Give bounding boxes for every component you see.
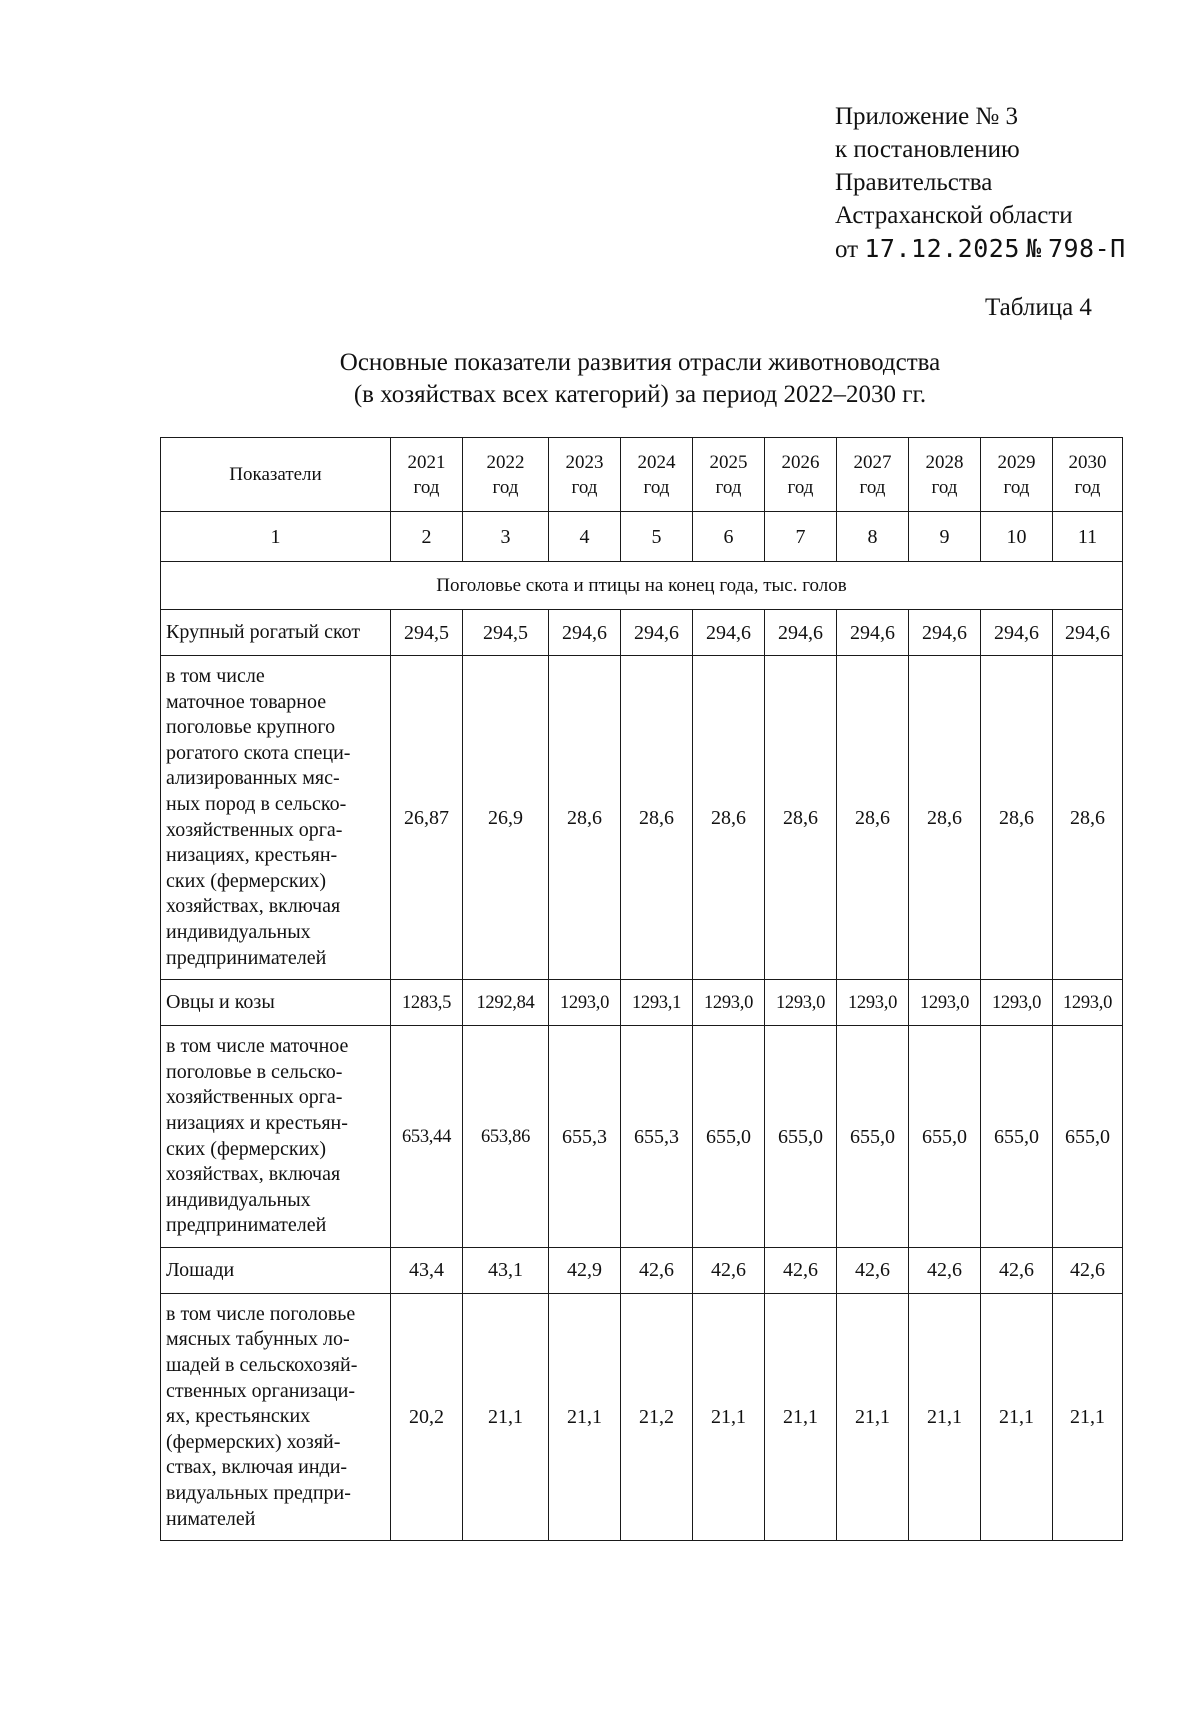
header-year: 2023 (565, 451, 604, 473)
row-value-cell: 21,1 (837, 1293, 909, 1540)
row-value-cell: 1293,0 (981, 980, 1053, 1026)
table-body (161, 438, 1123, 1541)
annex-date-line (835, 232, 1126, 266)
row-value-cell: 43,1 (463, 1247, 549, 1293)
header-year-cell (1053, 438, 1123, 512)
row-value-cell: 42,6 (693, 1247, 765, 1293)
row-value-cell: 28,6 (981, 656, 1053, 980)
document-title-line-2: (в хозяйствах всех категорий) за период 2022–2030 гг. (353, 381, 927, 408)
column-number-cell: 9 (909, 512, 981, 562)
row-value-cell: 21,2 (621, 1293, 693, 1540)
row-value-cell: 28,6 (765, 656, 837, 980)
row-value-cell: 294,6 (837, 610, 909, 656)
row-value-cell: 294,5 (391, 610, 463, 656)
row-label-line: ях, крестьянских (166, 1405, 311, 1428)
table-row (161, 980, 1123, 1026)
table-row (161, 1293, 1123, 1540)
table-row (161, 610, 1123, 656)
row-label-line: в том числе (166, 665, 265, 687)
row-label (161, 610, 391, 656)
row-value-cell: 1293,0 (837, 980, 909, 1026)
row-label-line: рогатого скота специ- (166, 741, 351, 764)
header-year-unit: год (931, 476, 958, 498)
header-year: 2021 (407, 451, 446, 473)
row-label-line: поголовье крупного (166, 716, 336, 739)
annex-date: 17.12.2025 (864, 234, 1020, 263)
row-value-cell: 42,6 (909, 1247, 981, 1293)
row-value-cell: 28,6 (549, 656, 621, 980)
row-value-cell: 21,1 (1053, 1293, 1123, 1540)
row-value-cell: 21,1 (909, 1293, 981, 1540)
row-label-line: хозяйственных орга- (166, 818, 343, 841)
row-value-cell: 294,5 (463, 610, 549, 656)
row-label-line: мясных табунных ло- (166, 1328, 350, 1351)
row-label (161, 980, 391, 1026)
row-value-cell: 655,0 (1053, 1026, 1123, 1248)
table-row (161, 1247, 1123, 1293)
row-value-cell: 294,6 (765, 610, 837, 656)
row-value-cell: 655,0 (909, 1026, 981, 1248)
column-number-row (161, 512, 1123, 562)
header-year-unit: год (1003, 476, 1030, 498)
row-value-cell: 294,6 (909, 610, 981, 656)
header-year: 2022 (486, 451, 525, 473)
row-label-line: хозяйствах, включая (166, 895, 341, 918)
header-year-unit: год (492, 476, 519, 498)
header-year-unit: год (643, 476, 670, 498)
header-year-cell (765, 438, 837, 512)
row-value-cell: 26,9 (463, 656, 549, 980)
row-value-cell: 1293,0 (693, 980, 765, 1026)
row-label-line: низациях и крестьян- (166, 1111, 348, 1134)
table-row (161, 1026, 1123, 1248)
row-value-cell: 21,1 (981, 1293, 1053, 1540)
row-label-line: ных пород в сельско- (166, 792, 347, 815)
row-value-cell: 655,0 (981, 1026, 1053, 1248)
row-label-line: (фермерских) хозяй- (166, 1430, 341, 1453)
section-row (161, 562, 1123, 610)
row-label-line: низациях, крестьян- (166, 844, 338, 867)
column-number-cell: 5 (621, 512, 693, 562)
row-value-cell: 20,2 (391, 1293, 463, 1540)
header-year-unit: год (715, 476, 742, 498)
header-year: 2030 (1068, 451, 1107, 473)
row-label-line: ственных организаци- (166, 1379, 355, 1402)
row-value-cell: 28,6 (621, 656, 693, 980)
column-number-cell: 4 (549, 512, 621, 562)
column-number-cell: 1 (161, 512, 391, 562)
row-value-cell: 42,6 (837, 1247, 909, 1293)
header-year-unit: год (859, 476, 886, 498)
row-value-cell: 42,6 (1053, 1247, 1123, 1293)
header-year: 2026 (781, 451, 820, 473)
header-year-unit: год (413, 476, 440, 498)
indicators-table (160, 437, 1123, 1541)
row-value-cell: 42,6 (765, 1247, 837, 1293)
row-label-line: ских (фермерских) (166, 869, 326, 892)
annex-block (835, 100, 1126, 266)
row-value-cell: 655,3 (549, 1026, 621, 1248)
row-value-cell: 1283,5 (391, 980, 463, 1026)
column-number-cell: 7 (765, 512, 837, 562)
row-label-line: в том числе маточное (166, 1035, 349, 1058)
row-label-line: видуальных предпри- (166, 1482, 351, 1505)
row-value-cell: 655,0 (693, 1026, 765, 1248)
row-value-cell: 28,6 (837, 656, 909, 980)
row-value-cell: 21,1 (693, 1293, 765, 1540)
row-value-cell: 42,9 (549, 1247, 621, 1293)
row-value-cell: 21,1 (765, 1293, 837, 1540)
row-value-cell: 1293,0 (1053, 980, 1123, 1026)
table-header-row (161, 438, 1123, 512)
row-label-line: Овцы и козы (166, 990, 275, 1013)
row-value-cell: 42,6 (981, 1247, 1053, 1293)
row-label-line: предпринимателей (166, 1214, 327, 1237)
header-year-cell (463, 438, 549, 512)
row-label (161, 1247, 391, 1293)
row-value-cell: 1293,0 (765, 980, 837, 1026)
row-label (161, 1293, 391, 1540)
row-label-line: предпринимателей (166, 946, 327, 969)
row-label-line: индивидуальных (166, 920, 311, 943)
header-year-cell (621, 438, 693, 512)
row-value-cell: 1293,0 (549, 980, 621, 1026)
row-value-cell: 26,87 (391, 656, 463, 980)
row-value-cell: 655,0 (837, 1026, 909, 1248)
section-title: Поголовье скота и птицы на конец года, тыс. голов (161, 562, 1123, 610)
row-label-line: хозяйственных орга- (166, 1086, 343, 1109)
header-year-cell (909, 438, 981, 512)
header-year-unit: год (571, 476, 598, 498)
column-number-cell: 2 (391, 512, 463, 562)
row-label-line: Лошади (166, 1258, 235, 1281)
row-value-cell: 1293,0 (909, 980, 981, 1026)
row-value-cell: 28,6 (909, 656, 981, 980)
row-label-line: Крупный рогатый скот (166, 620, 361, 643)
row-label-line: в том числе поголовье (166, 1302, 356, 1325)
header-label-cell: Показатели (161, 438, 391, 512)
header-year: 2025 (709, 451, 748, 473)
row-label-line: маточное товарное (166, 690, 327, 713)
annex-line-2: к постановлению (835, 136, 1020, 163)
row-label-line: шадей в сельскохозяй- (166, 1354, 358, 1377)
header-year-unit: год (1074, 476, 1101, 498)
annex-number-sign: № (1026, 234, 1042, 263)
header-year-unit: год (787, 476, 814, 498)
row-value-cell: 42,6 (621, 1247, 693, 1293)
row-value-cell: 294,6 (621, 610, 693, 656)
annex-date-prefix: от (835, 236, 859, 263)
annex-line-4: Астраханской области (835, 202, 1073, 229)
row-label-line: поголовье в сельско- (166, 1060, 343, 1083)
row-value-cell: 294,6 (693, 610, 765, 656)
row-value-cell: 294,6 (1053, 610, 1123, 656)
header-year-cell (981, 438, 1053, 512)
row-value-cell: 653,86 (463, 1026, 549, 1248)
row-value-cell: 28,6 (693, 656, 765, 980)
row-label-line: нимателей (166, 1507, 256, 1530)
row-value-cell: 21,1 (549, 1293, 621, 1540)
header-year: 2029 (997, 451, 1036, 473)
header-year-cell (549, 438, 621, 512)
row-value-cell: 21,1 (463, 1293, 549, 1540)
annex-number: 798-П (1047, 234, 1126, 263)
row-value-cell: 653,44 (391, 1026, 463, 1248)
column-number-cell: 11 (1053, 512, 1123, 562)
column-number-cell: 3 (463, 512, 549, 562)
row-value-cell: 655,3 (621, 1026, 693, 1248)
column-number-cell: 8 (837, 512, 909, 562)
row-label-line: хозяйствах, включая (166, 1163, 341, 1186)
annex-line-3: Правительства (835, 169, 993, 196)
row-value-cell: 294,6 (549, 610, 621, 656)
row-value-cell: 655,0 (765, 1026, 837, 1248)
table-label: Таблица 4 (985, 294, 1092, 321)
row-value-cell: 43,4 (391, 1247, 463, 1293)
header-year-cell (693, 438, 765, 512)
row-value-cell: 28,6 (1053, 656, 1123, 980)
annex-line-1: Приложение № 3 (835, 103, 1019, 130)
row-label (161, 1026, 391, 1248)
header-year-cell (837, 438, 909, 512)
row-label-line: индивидуальных (166, 1188, 311, 1211)
header-year: 2024 (637, 451, 676, 473)
row-label-line: ализированных мяс- (166, 767, 340, 790)
document-title-line-1: Основные показатели развития отрасли животноводства (339, 349, 941, 376)
header-year: 2028 (925, 451, 964, 473)
header-year-cell (391, 438, 463, 512)
row-value-cell: 1293,1 (621, 980, 693, 1026)
row-label-line: ских (фермерских) (166, 1137, 326, 1160)
column-number-cell: 6 (693, 512, 765, 562)
row-value-cell: 294,6 (981, 610, 1053, 656)
table-row (161, 656, 1123, 980)
row-label (161, 656, 391, 980)
row-value-cell: 1292,84 (463, 980, 549, 1026)
document-title (160, 347, 1120, 411)
column-number-cell: 10 (981, 512, 1053, 562)
row-label-line: ствах, включая инди- (166, 1456, 348, 1479)
header-year: 2027 (853, 451, 892, 473)
